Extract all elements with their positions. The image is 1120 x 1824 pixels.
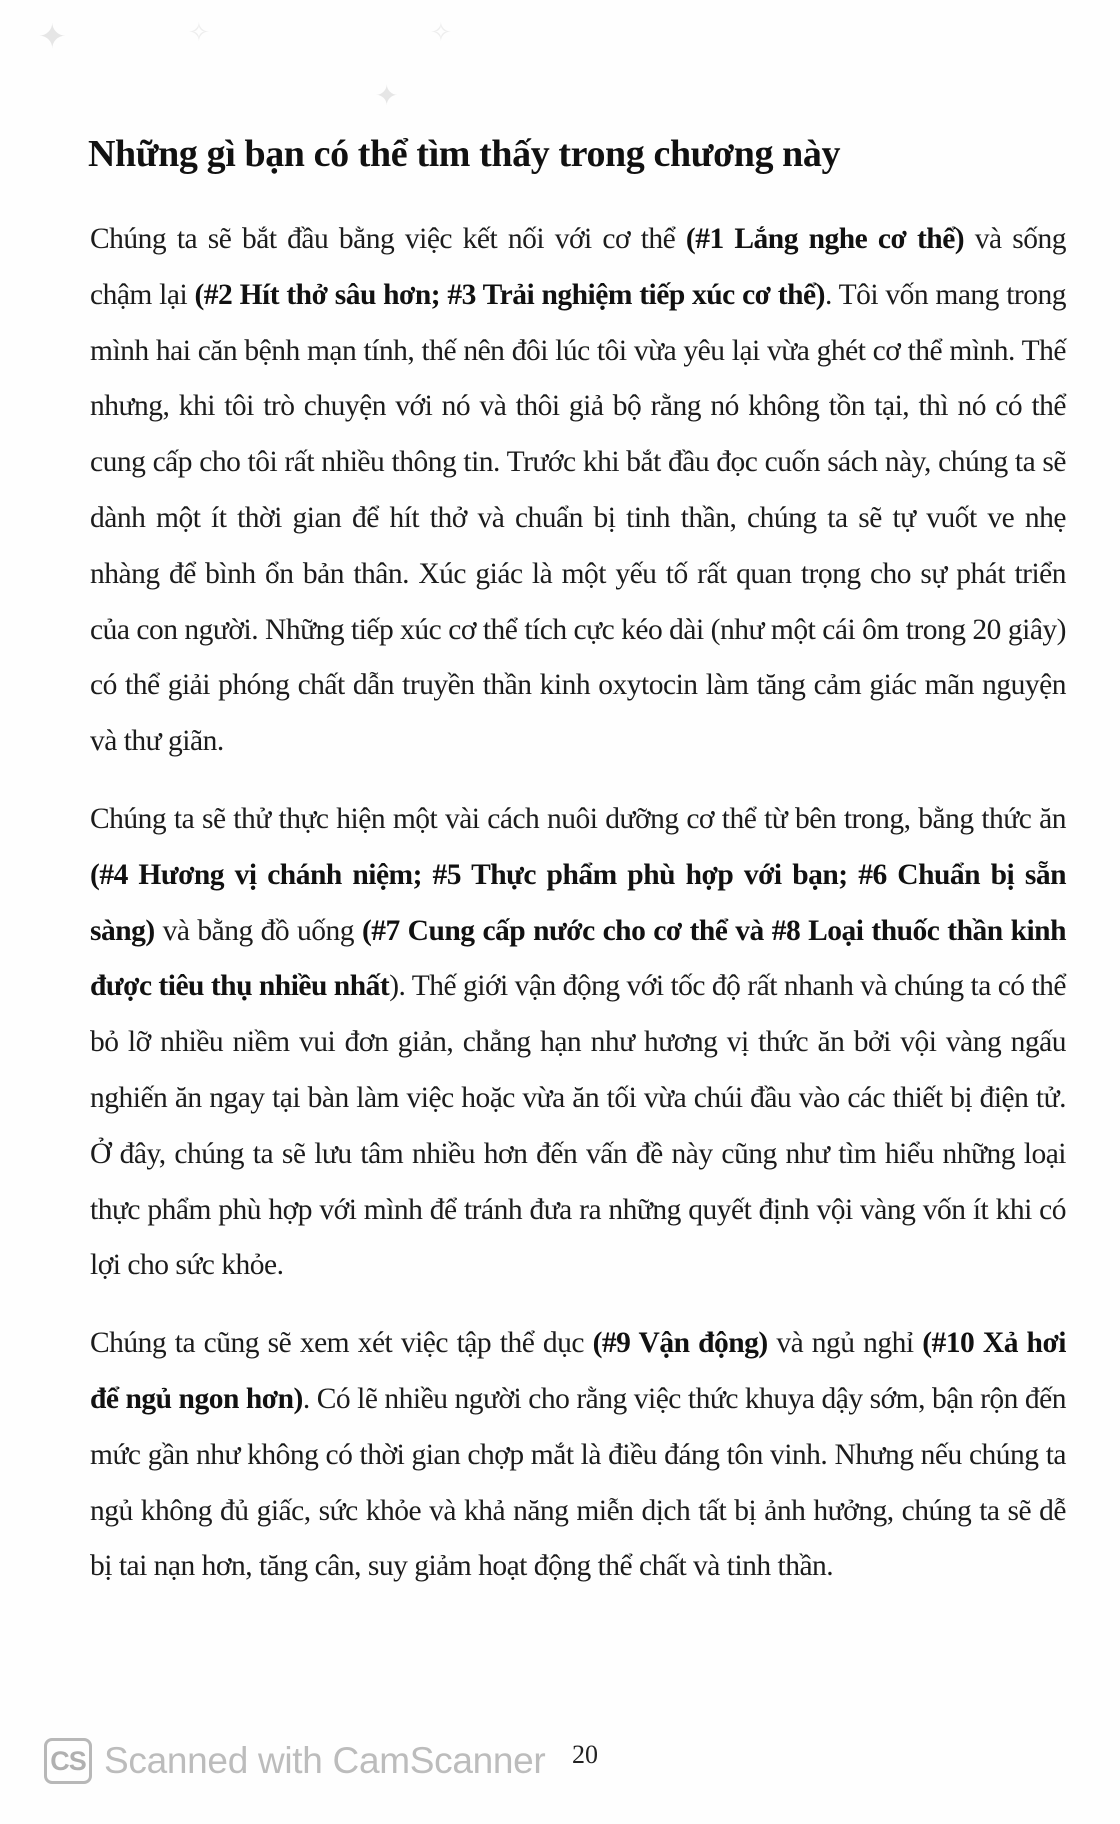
chapter-reference: (#10 Xả hơi để ngủ ngon hơn) (90, 1327, 1066, 1415)
chapter-reference: (#9 Vận động) (592, 1327, 768, 1360)
camscanner-logo-icon: CS (44, 1738, 92, 1784)
body-text (90, 212, 1066, 1617)
text-segment: . Tôi vốn mang trong mình hai căn bệnh mạn tính, thế nên đôi lúc tôi vừa yêu lại vừa ghét cơ thể mình. Thế nhưng, khi tôi trò chuyện với nó và thôi giả bộ rằng nó không tồn tại, thì nó có thể cung cấp cho tôi rất nhiều thông tin. Trước khi bắt đầu đọc cuốn sách này, chúng ta sẽ dành một ít thời gian để hít thở và chuẩn bị tinh thần, chúng ta sẽ tự vuốt ve nhẹ nhàng để bình ổn bản thân. Xúc giác là một yếu tố rất quan trọng cho sự phát triển của con người. Những tiếp xúc cơ thể tích cực kéo dài (như một cái ôm trong 20 giây) có thể giải phóng chất dẫn truyền thần kinh oxytocin làm tăng cảm giác mãn nguyện và thư giãn. (90, 278, 1067, 758)
text-segment: ). Thế giới vận động với tốc độ rất nhanh và chúng ta có thể bỏ lỡ nhiều niềm vui đơn giản, chẳng hạn như hương vị thức ăn bởi vội vàng ngấu nghiến ăn ngay tại bàn làm việc hoặc vừa ăn tối vừa chúi đầu vào các thiết bị điện tử. Ở đây, chúng ta sẽ lưu tâm nhiều hơn đến vấn đề này cũng như tìm hiểu những loại thực phẩm phù hợp với mình để tránh đưa ra những quyết định vội vàng vốn ít khi có lợi cho sức khỏe. (90, 970, 1066, 1282)
text-segment: Chúng ta sẽ thử thực hiện một vài cách nuôi dưỡng cơ thể từ bên trong, bằng thức ăn (90, 802, 1066, 835)
text-segment: và sống chậm lại (90, 223, 1066, 311)
paragraph (90, 212, 1066, 770)
chapter-reference: (#1 Lắng nghe cơ thể) (685, 223, 965, 255)
decorative-star-icon: ✦ (38, 17, 67, 57)
text-segment: và ngủ nghỉ (767, 1327, 923, 1360)
text-segment: Chúng ta cũng sẽ xem xét việc tập thể dục (90, 1327, 593, 1360)
decorative-star-icon: ✧ (430, 18, 452, 48)
chapter-reference: (#2 Hít thở sâu hơn; #3 Trải nghiệm tiếp xúc cơ thể) (194, 278, 825, 311)
text-segment: Chúng ta sẽ bắt đầu bằng việc kết nối với cơ thể (90, 223, 686, 255)
chapter-reference: (#4 Hương vị chánh niệm; #5 Thực phẩm phù hợp với bạn; #6 Chuẩn bị sẵn sàng) (90, 858, 1066, 947)
paragraph (90, 1316, 1066, 1595)
paragraph (90, 792, 1066, 1294)
text-segment: và bằng đồ uống (154, 914, 362, 947)
text-segment: . Có lẽ nhiều người cho rằng việc thức khuya dậy sớm, bận rộn đến mức gần như không có thời gian chợp mắt là điều đáng tôn vinh. Nhưng nếu chúng ta ngủ không đủ giấc, sức khỏe và khả năng miễn dịch tất bị ảnh hưởng, chúng ta sẽ dễ bị tai nạn hơn, tăng cân, suy giảm hoạt động thể chất và tinh thần. (90, 1382, 1066, 1583)
page-number: 20 (572, 1740, 598, 1769)
chapter-reference: (#7 Cung cấp nước cho cơ thể và #8 Loại thuốc thần kinh được tiêu thụ nhiều nhất (90, 914, 1066, 1003)
watermark-text: Scanned with CamScanner (104, 1740, 546, 1781)
decorative-star-icon: ✦ (375, 79, 399, 112)
decorative-star-icon: ✧ (188, 18, 210, 48)
camscanner-watermark (44, 1738, 545, 1784)
section-heading: Những gì bạn có thể tìm thấy trong chương này (88, 133, 841, 175)
